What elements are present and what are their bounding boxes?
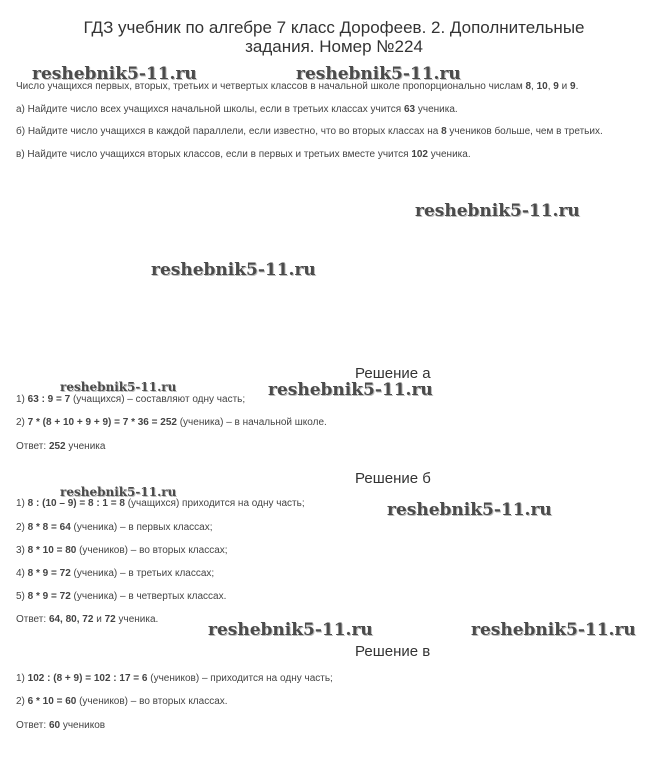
watermark: reshebnik5-11.ru — [60, 485, 177, 499]
solution-c-heading: Решение в — [355, 643, 431, 660]
solution-c-step-2: 2) 6 * 10 = 60 (учеников) – во вторых классах. — [16, 696, 228, 707]
task-part-b: б) Найдите число учащихся в каждой параллели, если известно, что во вторых классах на 8 учеников больше, чем в третьих. — [16, 126, 603, 137]
watermark: reshebnik5-11.ru — [60, 380, 177, 394]
page-title — [0, 18, 668, 56]
task-part-a: а) Найдите число всех учащихся начальной школы, если в третьих классах учится 63 ученика. — [16, 104, 458, 115]
solution-b-step-5: 5) 8 * 9 = 72 (ученика) – в четвертых классах. — [16, 591, 227, 602]
solution-a-heading: Решение а — [355, 365, 431, 382]
watermark: reshebnik5-11.ru — [471, 620, 636, 640]
solution-b-step-2: 2) 8 * 8 = 64 (ученика) – в первых классах; — [16, 522, 213, 533]
task-part-c: в) Найдите число учащихся вторых классов, если в первых и третьих вместе учится 102 ученика. — [16, 149, 471, 160]
solution-a-answer: Ответ: 252 ученика — [16, 441, 106, 452]
watermark: reshebnik5-11.ru — [268, 380, 433, 400]
page-title-line-1: ГДЗ учебник по алгебре 7 класс Дорофеев. 2. Дополнительные — [83, 18, 585, 37]
solution-c-step-1: 1) 102 : (8 + 9) = 102 : 17 = 6 (учеников) – приходится на одну часть; — [16, 673, 333, 684]
watermark: reshebnik5-11.ru — [387, 500, 552, 520]
solution-b-step-1: 1) 8 : (10 – 9) = 8 : 1 = 8 (учащихся) приходится на одну часть; — [16, 498, 305, 509]
watermark: reshebnik5-11.ru — [415, 201, 580, 221]
watermark: reshebnik5-11.ru — [208, 620, 373, 640]
solution-a-step-2: 2) 7 * (8 + 10 + 9 + 9) = 7 * 36 = 252 (ученика) – в начальной школе. — [16, 417, 327, 428]
watermark: reshebnik5-11.ru — [151, 260, 316, 280]
watermark: reshebnik5-11.ru — [32, 64, 197, 84]
solution-b-heading: Решение б — [355, 470, 431, 487]
solution-c-answer: Ответ: 60 учеников — [16, 720, 106, 731]
solution-b-step-3: 3) 8 * 10 = 80 (учеников) – во вторых классах; — [16, 545, 228, 556]
task-intro: Число учащихся первых, вторых, третьих и четвертых классов в начальной школе пропорционально числам 8, 10, 9 и 9. — [16, 81, 579, 92]
solution-b-step-4: 4) 8 * 9 = 72 (ученика) – в третьих классах; — [16, 568, 215, 579]
solution-b-answer: Ответ: 64, 80, 72 и 72 ученика. — [16, 614, 159, 625]
solution-a-step-1: 1) 63 : 9 = 7 (учащихся) – составляют одну часть; — [16, 394, 246, 405]
page-title-line-2: задания. Номер №224 — [245, 37, 423, 56]
watermark: reshebnik5-11.ru — [296, 64, 461, 84]
